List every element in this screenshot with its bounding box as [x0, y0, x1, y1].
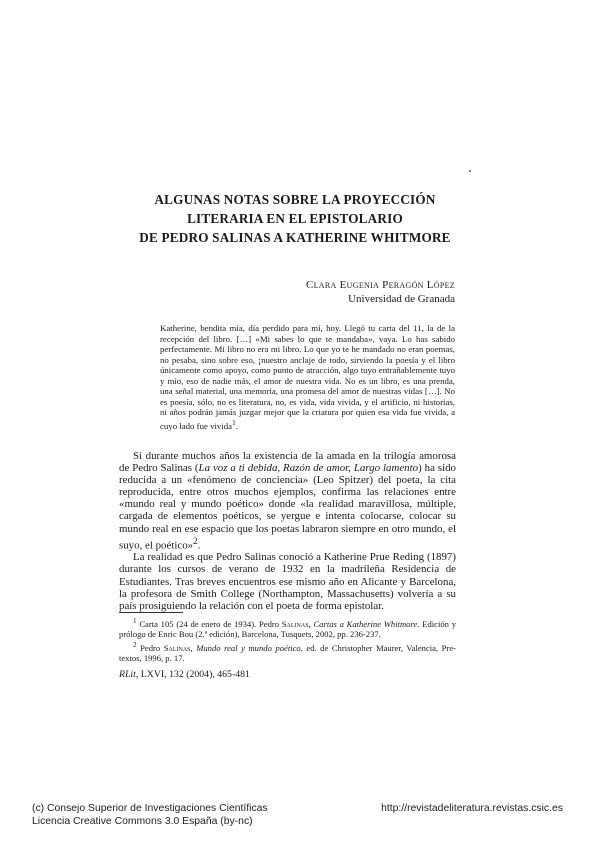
author-block — [306, 278, 455, 306]
article-title — [110, 190, 480, 247]
copyright-line: (c) Consejo Superior de Investigaciones Científicas — [32, 803, 268, 814]
p1-end: . — [197, 539, 201, 552]
license-footer — [32, 802, 563, 828]
p1-note-ref: 2 — [193, 535, 198, 546]
stray-mark — [469, 170, 471, 172]
epigraph: Katherine, bendita mía, día perdido para mí, hoy. Llegó tu carta del 11, la de la recepción del libro. […] «Mi sabes lo que te mandaba», vaya. Lo has sabido perfectamente. Mi libro no era mi libro. Lo que yo te he mandado no eran poemas, no pesaba, sino sobre eso, ¡nuestro anclaje de todo, sirviendo la poesía y el libro únicamente como apoyo, como punto de atracción, algo tuyo entrañablemente tuyo y mío, eso de nadie más, el amor de nuestra vida. No es un libro, es una prenda, una señal material, una memoria, una promesa del amor de nuestras vidas […]. No es poesía, sólo, no es literatura, no, es vida, vida vivida, y el artificio, ni historias, ni años podrán jamás juzgar mejor que la criatura por quien esa vida fue vivida, a cuyo lado fue vivida$^1$. — [160, 323, 455, 431]
epigraph-note-ref: 1 — [232, 417, 236, 427]
footnote-rule — [119, 612, 183, 613]
journal-url-link[interactable]: http://revistadeliteratura.revistas.csic.es — [381, 803, 563, 814]
paragraph-2: La realidad es que Pedro Salinas conoció a Katherine Prue Reding (1897) durante los cursos de verano de 1932 en la madrileña Residencia de Estudiantes. Tras breves encuentros ese mismo año en Alicante y Barcelona, la profesora de Smith College (Northampton, Massachusetts) volvería a su país prosiguiendo la relación con el poeta de forma epistolar. — [119, 551, 456, 612]
footnote-2: $^2$ Pedro Salinas, Mundo real y mundo poético, ed. de Christopher Maurer, Valencia, Pre-textos, 1996, p. 17. — [119, 640, 456, 664]
author-name: Clara Eugenia Peragón López — [305, 279, 455, 291]
body-text — [119, 450, 456, 612]
paragraph-1 — [119, 450, 456, 551]
journal-name: RLit — [119, 669, 136, 680]
author-affiliation: Universidad de Granada — [348, 293, 455, 305]
p1-text-b: ) ha sido reducida a un «fenómeno de conciencia» (Leo Spitzer) del poeta, la cita reproducida, entre otros muchos ejemplos, confirma las relaciones entre «mundo real y mundo poético» donde «la realidad maravillosa, múltiple, cargada de elementos poéticos, se yergue e intenta colocarse, colocar su mundo real en ese espacio que los poetas labraron siempre en otro mundo, el suyo, el poético» — [119, 462, 456, 552]
p1-works-italic: La voz a ti debida, Razón de amor, Largo lamento — [198, 462, 419, 475]
title-line-3: DE PEDRO SALINAS A KATHERINE WHITMORE — [139, 230, 451, 245]
footnotes — [119, 612, 456, 664]
journal-details: , LXVI, 132 (2004), 465-481 — [135, 669, 250, 680]
license-line: Licencia Creative Commons 3.0 España (by-nc) — [32, 816, 253, 827]
title-line-2: LITERARIA EN EL EPISTOLARIO — [187, 211, 403, 226]
title-line-1: ALGUNAS NOTAS SOBRE LA PROYECCIÓN — [154, 192, 436, 207]
p1-text-a: Si durante muchos años la existencia de la amada en la trilogía amorosa de Pedro Salinas ( — [119, 450, 456, 475]
journal-citation — [119, 669, 250, 681]
footnote-1: $^1$ Carta 105 (24 de enero de 1934). Pedro Salinas, Cartas a Katherine Whitmore. Edición y prólogo de Enric Bou (2.ª edición), Barcelona, Tusquets, 2002, pp. 236-237. — [119, 617, 456, 640]
epigraph-text: Katherine, bendita mía, día perdido para mí, hoy. Llegó tu carta del 11, la de la recepción del libro. […] «Mi sabes lo que te mandaba», vaya. Lo has sabido perfectamente. Mi libro no era mi libro. Lo que yo te he mandado no eran poemas, no pesaba, sino sobre eso, ¡nuestro anclaje de todo, sirviendo la poesía y el libro únicamente como apoyo, como punto de atracción, algo tuyo entrañablemente tuyo y mío, eso de nadie más, el amor de nuestra vida. No es un libro, es una prenda, una señal material, una memoria, una promesa del amor de nuestras vidas […]. No es poesía, sólo, no es literatura, no, es vida, vida vivida, y el artificio, ni historias, ni años podrán jamás juzgar mejor que la criatura por quien esa vida fue vivida, a cuyo lado fue vivida — [160, 323, 455, 431]
